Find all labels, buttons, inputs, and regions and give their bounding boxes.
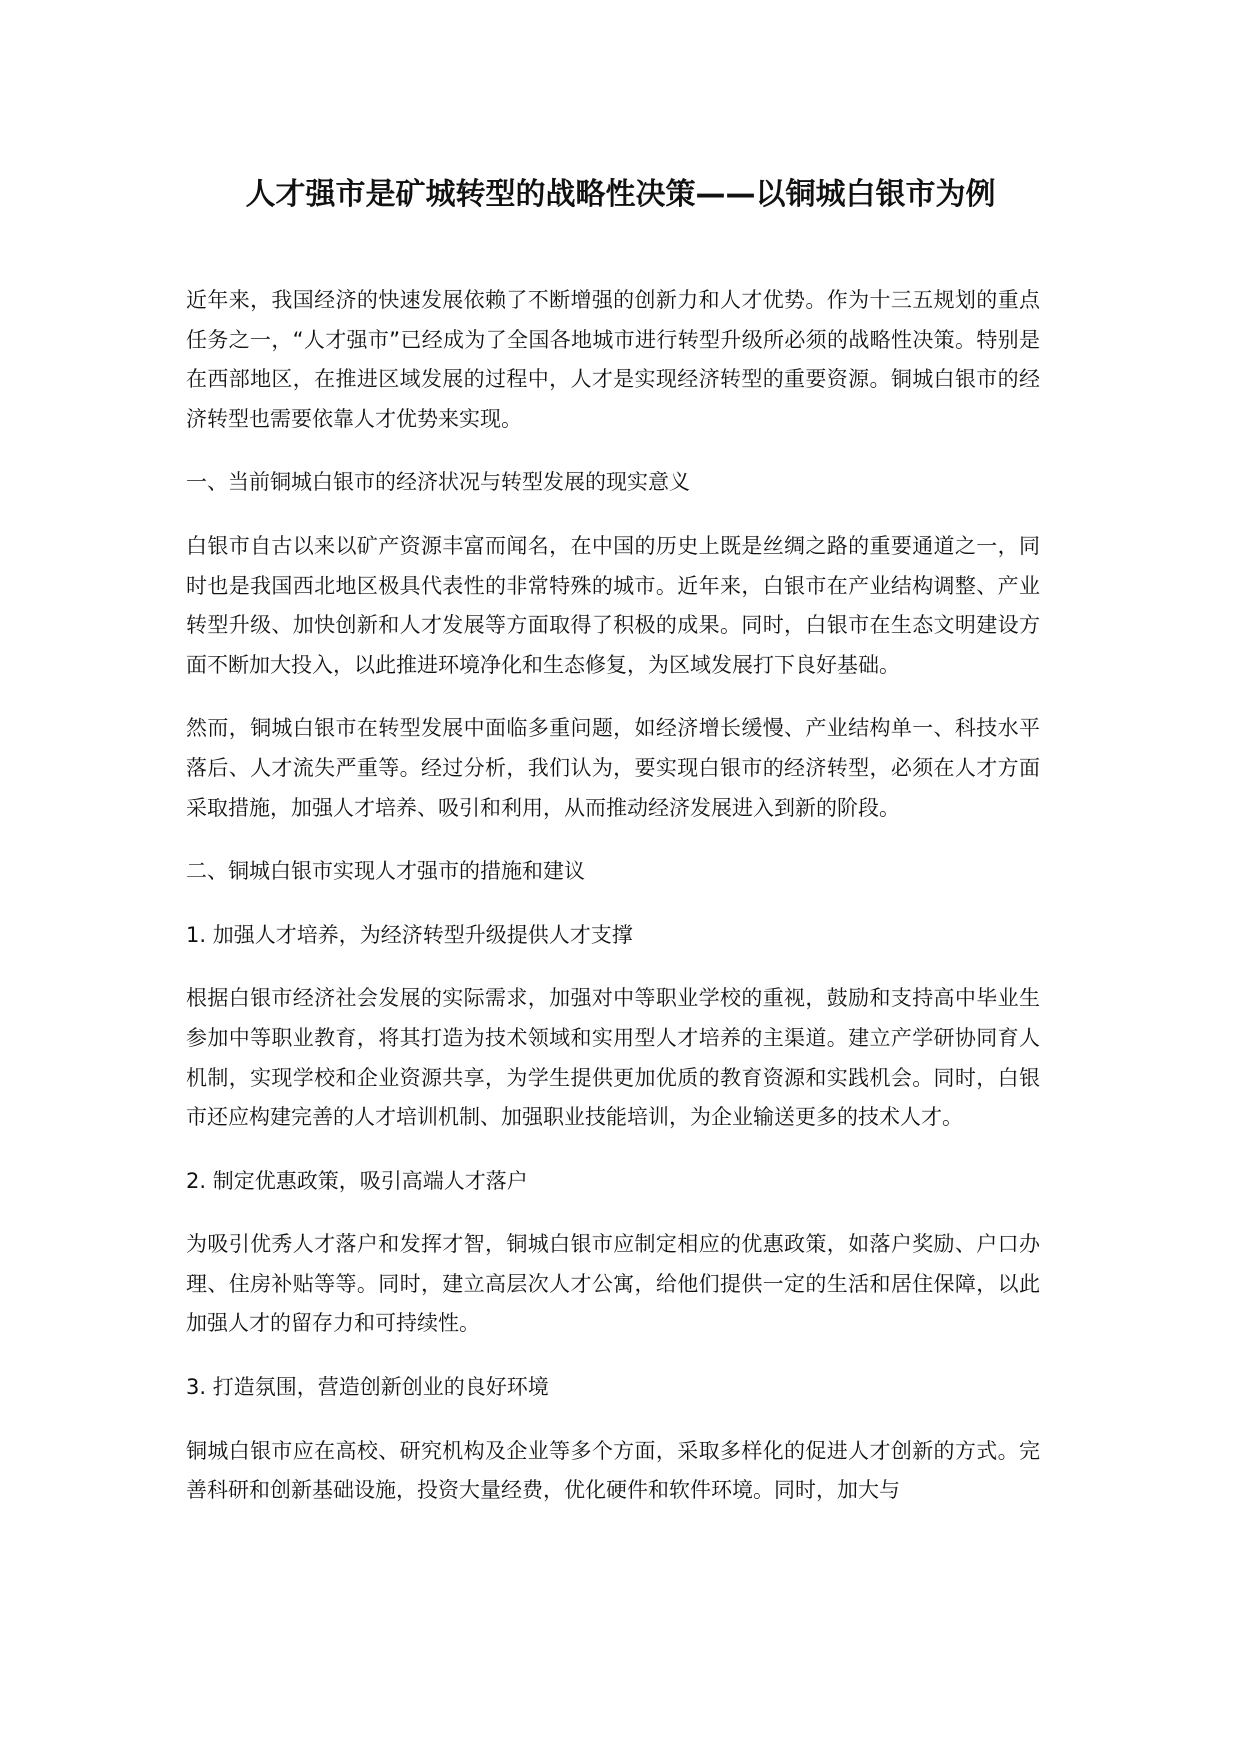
subsection-heading-training: 1. 加强人才培养，为经济转型升级提供人才支撑 [186,922,633,947]
paragraph-intro: 近年来，我国经济的快速发展依赖了不断增强的创新力和人才优势。作为十三五规划的重点任务之一，“人才强市”已经成为了全国各地城市进行转型升级所必须的战略性决策。特别是在西部地区，在推进区域发展的过程中，人才是实现经济转型的重要资源。铜城白银市的经济转型也需要依靠人才优势来实现。 [186,288,1040,431]
section-heading-1: 一、当前铜城白银市的经济状况与转型发展的现实意义 [186,470,690,495]
section-heading-2: 二、铜城白银市实现人才强市的措施和建议 [186,859,585,884]
paragraph-policy: 为吸引优秀人才落户和发挥才智，铜城白银市应制定相应的优惠政策，如落户奖励、户口办理、住房补贴等等。同时，建立高层次人才公寓，给他们提供一定的生活和居住保障，以此加强人才的留存力和可持续性。 [186,1232,1040,1336]
subsection-heading-environment: 3. 打造氛围，营造创新创业的良好环境 [186,1375,549,1400]
paragraph-environment: 铜城白银市应在高校、研究机构及企业等多个方面，采取多样化的促进人才创新的方式。完善科研和创新基础设施，投资大量经费，优化硬件和软件环境。同时，加大与 [186,1438,1040,1503]
subsection-heading-policy: 2. 制定优惠政策，吸引高端人才落户 [186,1168,528,1193]
paragraph-training: 根据白银市经济社会发展的实际需求，加强对中等职业学校的重视，鼓励和支持高中毕业生参加中等职业教育，将其打造为技术领域和实用型人才培养的主渠道。建立产学研协同育人机制，实现学校和企业资源共享，为学生提供更加优质的教育资源和实践机会。同时，白银市还应构建完善的人才培训机制、加强职业技能培训，为企业输送更多的技术人才。 [186,986,1040,1130]
paragraph-transition-problems: 然而，铜城白银市在转型发展中面临多重问题，如经济增长缓慢、产业结构单一、科技水平落后、人才流失严重等。经过分析，我们认为，要实现白银市的经济转型，必须在人才方面采取措施，加强人才培养、吸引和利用，从而推动经济发展进入到新的阶段。 [186,716,1040,820]
document-title: 人才强市是矿城转型的战略性决策——以铜城白银市为例 [245,177,996,212]
document-body [186,281,1040,1535]
paragraph-baiyin-history: 白银市自古以来以矿产资源丰富而闻名，在中国的历史上既是丝绸之路的重要通道之一，同时也是我国西北地区极具代表性的非常特殊的城市。近年来，白银市在产业结构调整、产业转型升级、加快创新和人才发展等方面取得了积极的成果。同时，白银市在生态文明建设方面不断加大投入，以此推进环境净化和生态修复，为区域发展打下良好基础。 [186,533,1040,677]
